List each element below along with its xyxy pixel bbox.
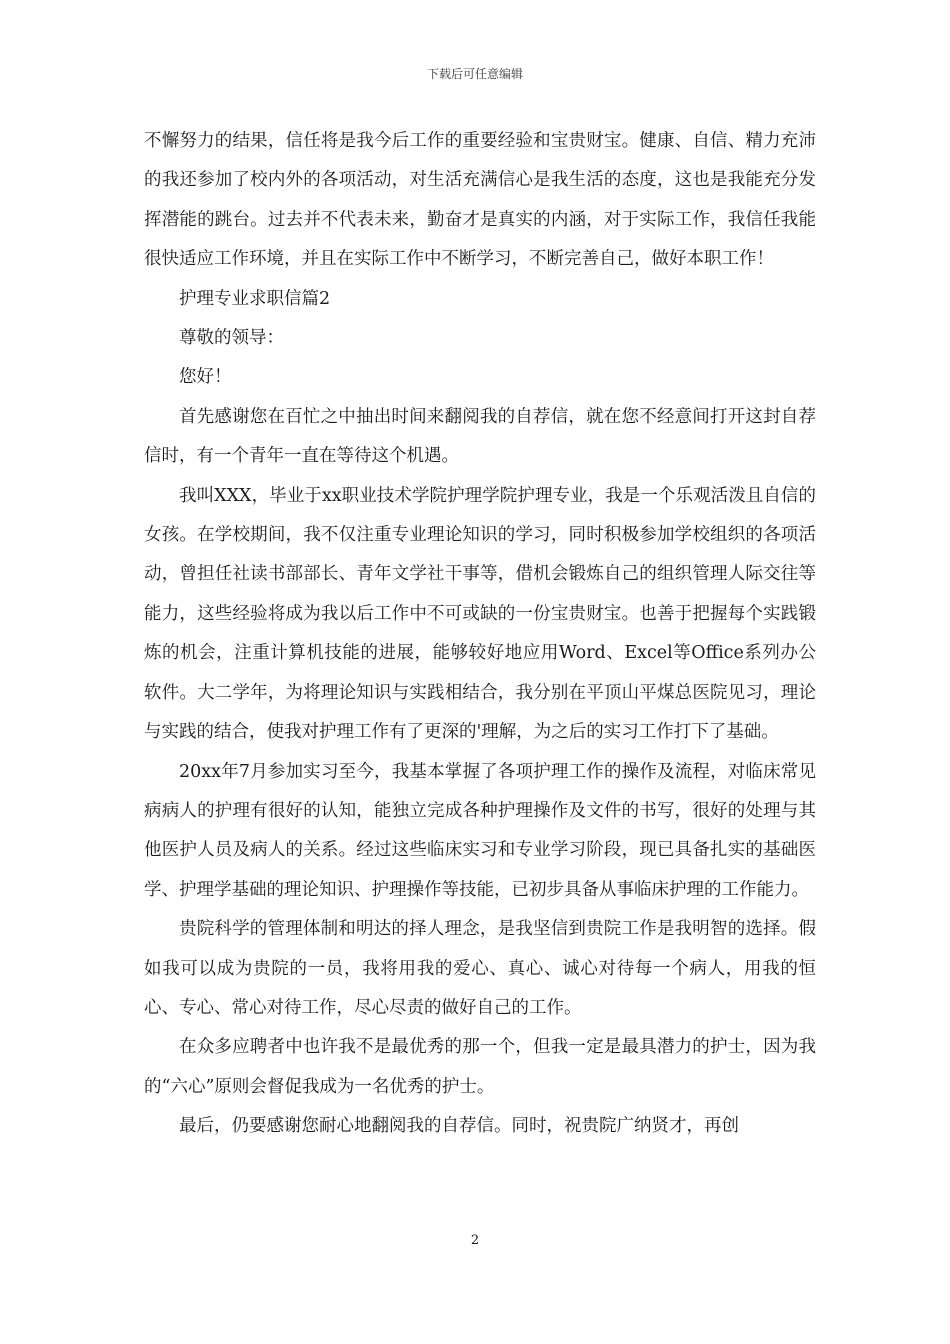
page-header-note: 下载后可任意编辑 [426,67,523,81]
greeting: 您好！ [179,367,232,388]
document-body [144,122,816,1147]
paragraph-continuation: 不懈努力的结果，信任将是我今后工作的重要经验和宝贵财宝。健康、自信、精力充沛的我还参加了校内外的各项活动，对生活充满信心是我生活的态度，这也是我能充分发挥潜能的跳台。过去并不代表未来，勤奋才是真实的内涵，对于实际工作，我信任我能很快适应工作环境，并且在实际工作中不断学习，不断完善自己，做好本职工作！ [144,131,816,270]
paragraph-self-introduction: 我叫XXX，毕业于xx职业技术学院护理学院护理专业，我是一个乐观活泼且自信的女孩。在学校期间，我不仅注重专业理论知识的学习，同时积极参加学校组织的各项活动，曾担任社读书部部长、青年文学社干事等，借机会锻炼自己的组织管理人际交往等能力，这些经验将成为我以后工作中不可或缺的一份宝贵财宝。也善于把握每个实践锻炼的机会，注重计算机技能的进展，能够较好地应用Word、Excel等Office系列办公软件。大二学年，为将理论知识与实践相结合，我分别在平顶山平煤总医院见习，理论与实践的结合，使我对护理工作有了更深的'理解，为之后的实习工作打下了基础。 [144,485,816,743]
paragraph-hospital-choice: 贵院科学的管理体制和明达的择人理念，是我坚信到贵院工作是我明智的选择。假如我可以成为贵院的一员，我将用我的爱心、真心、诚心对待每一个病人，用我的恒心、专心、常心对待工作，尽心尽责的做好自己的工作。 [144,919,816,1018]
page-number: 2 [470,1233,480,1248]
paragraph-potential: 在众多应聘者中也许我不是最优秀的那一个，但我一定是最具潜力的护士，因为我的“六心”原则会督促我成为一名优秀的护士。 [144,1037,816,1097]
paragraph-closing: 最后，仍要感谢您耐心地翻阅我的自荐信。同时，祝贵院广纳贤才，再创 [179,1116,739,1137]
section-title: 护理专业求职信篇2 [179,288,331,309]
paragraph-internship: 20xx年7月参加实习至今，我基本掌握了各项护理工作的操作及流程，对临床常见病病人的护理有很好的认知，能独立完成各种护理操作及文件的书写，很好的处理与其他医护人员及病人的关系。经过这些临床实习和专业学习阶段，现已具备扎实的基础医学、护理学基础的理论知识、护理操作等技能，已初步具备从事临床护理的工作能力。 [144,761,816,900]
salutation: 尊敬的领导： [179,328,284,349]
paragraph-intro: 首先感谢您在百忙之中抽出时间来翻阅我的自荐信，就在您不经意间打开这封自荐信时，有一个青年一直在等待这个机遇。 [144,406,816,467]
